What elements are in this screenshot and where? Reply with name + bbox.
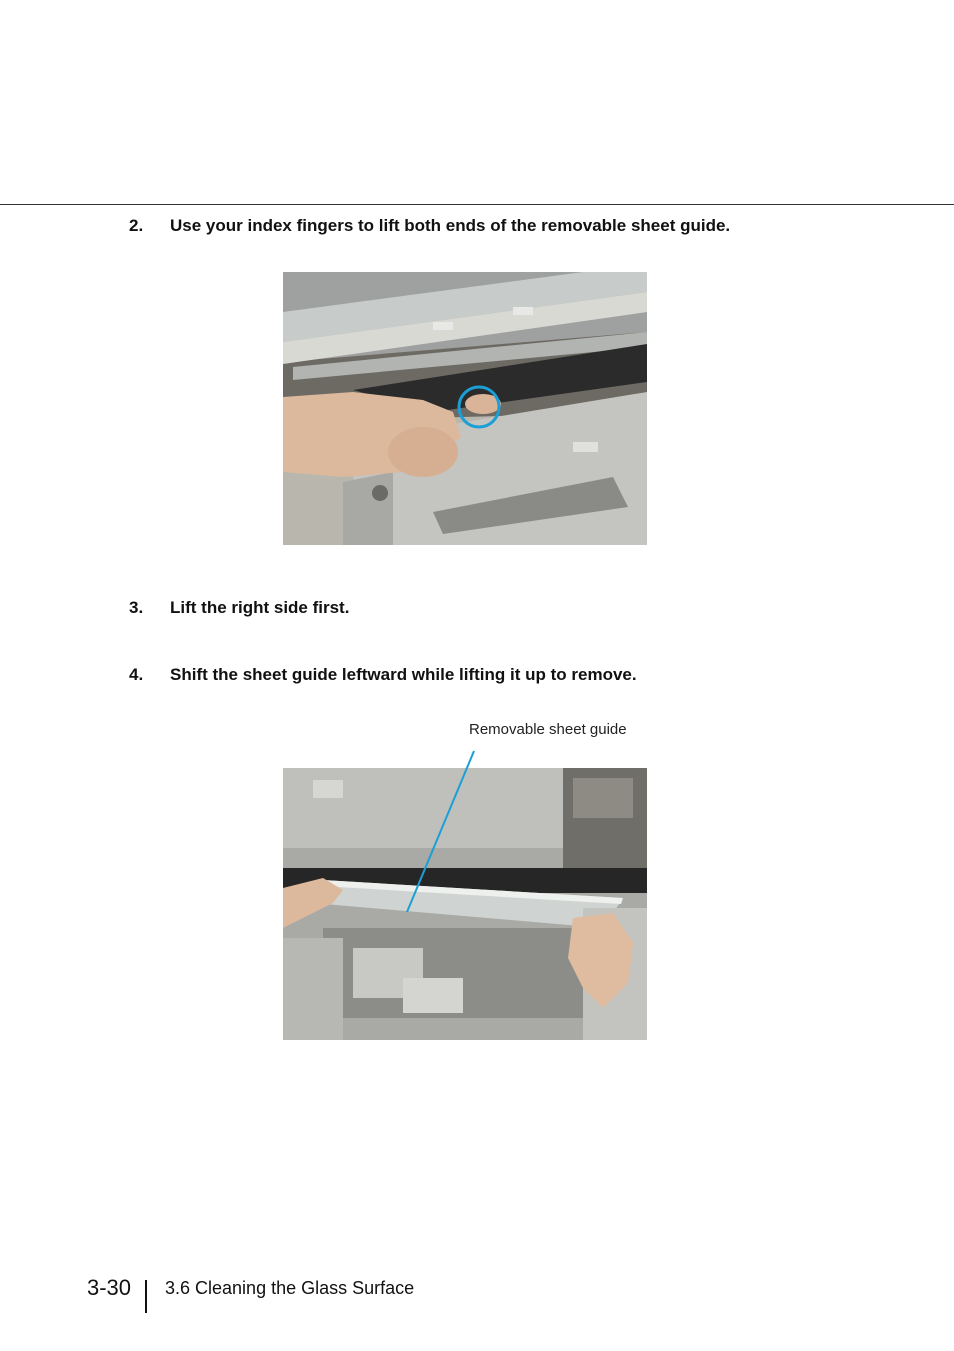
photo-removing-sheet-guide <box>283 768 647 1040</box>
step-3 <box>129 598 349 618</box>
step-3-number: 3. <box>129 598 144 617</box>
callout-removable-sheet-guide: Removable sheet guide <box>469 721 627 738</box>
step-4-number: 4. <box>129 665 144 684</box>
section-title: 3.6 Cleaning the Glass Surface <box>165 1278 415 1298</box>
figure-1-photo <box>283 272 647 545</box>
step-2-text: Use your index fingers to lift both ends of the removable sheet guide. <box>170 216 731 235</box>
figure-2-photo <box>283 768 647 1040</box>
photo-hands-lifting-sheet-guide <box>283 272 647 545</box>
footer-divider <box>145 1280 147 1313</box>
step-3-text: Lift the right side first. <box>170 598 350 617</box>
step-2-number: 2. <box>129 216 144 235</box>
page-number: 3-30 <box>87 1275 132 1300</box>
step-4-text: Shift the sheet guide leftward while lifting it up to remove. <box>170 665 637 684</box>
header-rule <box>0 204 954 205</box>
step-4 <box>129 665 637 685</box>
step-2 <box>129 216 730 236</box>
